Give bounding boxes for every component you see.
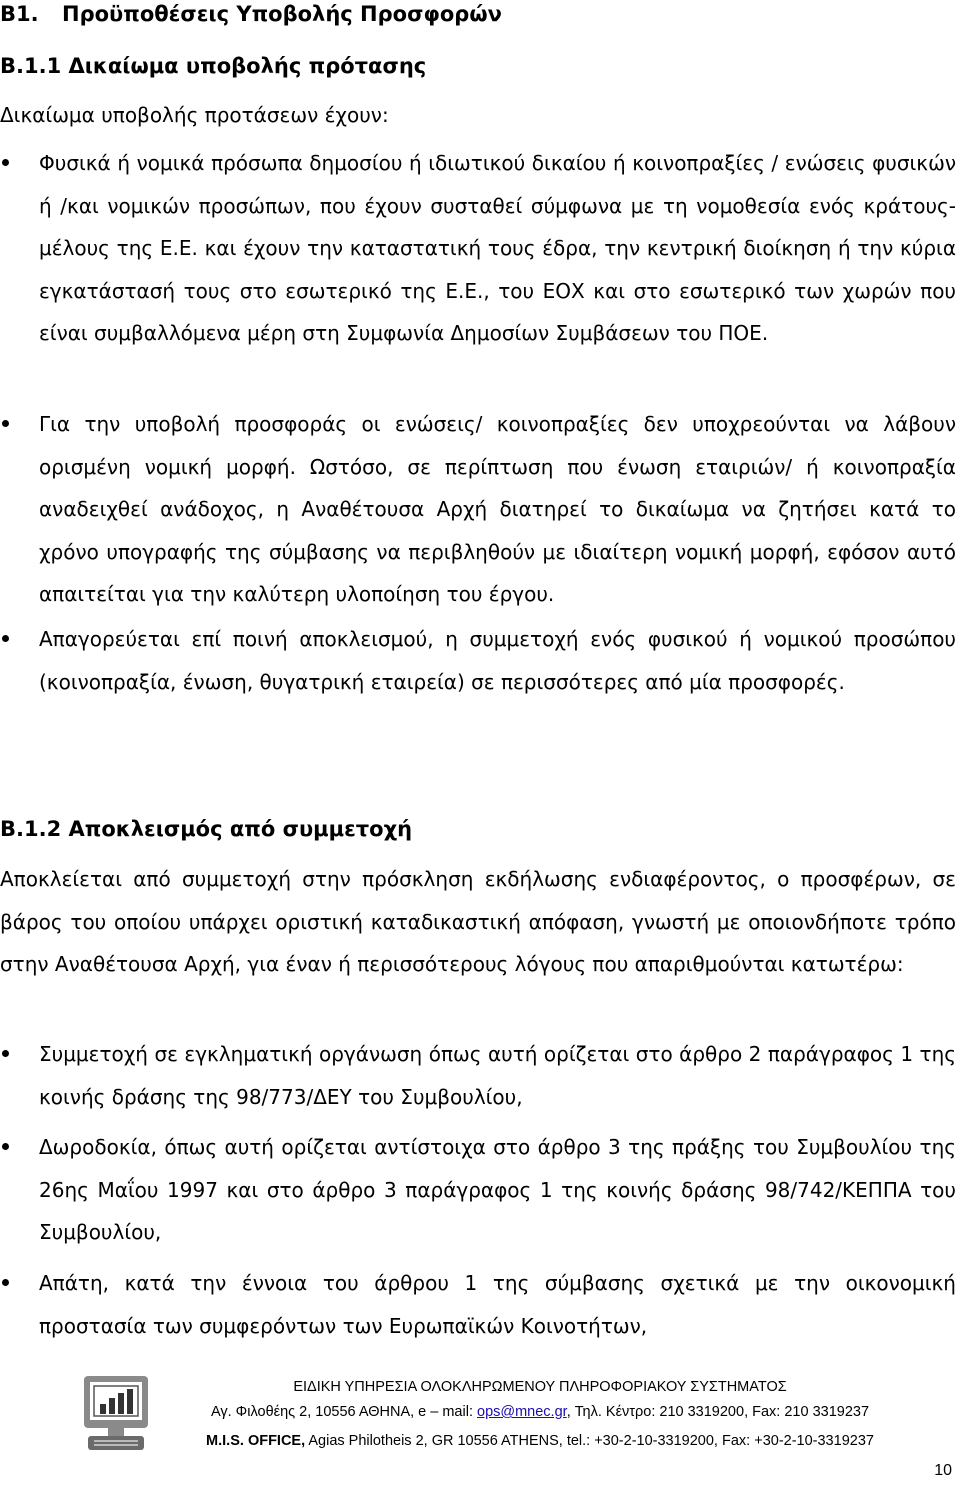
footer-office-name: M.I.S. OFFICE, (206, 1433, 306, 1449)
page-footer (0, 1370, 960, 1460)
section-title: Προϋποθέσεις Υποβολής Προσφορών (62, 2, 502, 26)
footer-office-details: Agias Philotheis 2, GR 10556 ATHENS, tel.: +30-2-10-3319200, Fax: +30-2-10-3319237 (305, 1433, 874, 1449)
paragraph-intro-2: Αποκλείεται από συμμετοχή στην πρόσκληση εκδήλωσης ενδιαφέροντος, ο προσφέρων, σε βάρος του οποίου υπάρχει οριστική καταδικαστική απόφαση, γνωστή με οποιονδήποτε τρόπο στην Αναθέτουσα Αρχή, για έναν ή περισσότερους λόγους που απαριθμούνται κατωτέρω: (0, 867, 956, 976)
list-item-text: Για την υποβολή προσφοράς οι ενώσεις/ κοινοπραξίες δεν υποχρεούνται να λάβουν ορισμένη νομική μορφή. Ωστόσο, σε περίπτωση που ένωση εταιριών/ ή κοινοπραξία αναδειχθεί ανάδοχος, η Αναθέτουσα Αρχή διατηρεί το δικαίωμα να ζητήσει κατά το χρόνο υπογραφής της σύμβασης να περιβληθούν με ιδιαίτερη νομική μορφή, εφόσον αυτό απαιτείται για την καλύτερη υλοποίηση του έργου. (39, 412, 956, 606)
list-item-text: Συμμετοχή σε εγκληματική οργάνωση όπως αυτή ορίζεται στο άρθρο 2 παράγραφος 1 της κοινής δράσης της 98/773/ΔΕΥ του Συμβουλίου, (39, 1042, 956, 1109)
page-number: 10 (934, 1462, 952, 1479)
subsection-number: B.1.2 (0, 817, 62, 841)
paragraph-intro-1: Δικαίωμα υποβολής προτάσεων έχουν: (0, 103, 389, 127)
bullet-icon (2, 1050, 9, 1057)
footer-address-prefix: Αγ. Φιλοθέης 2, 10556 ΑΘΗΝΑ, e – mail: (210, 1404, 477, 1420)
bullet-icon (2, 420, 9, 427)
footer-phone-fax: , Τηλ. Κέντρο: 210 3319200, Fax: 210 3319237 (566, 1404, 870, 1420)
subsection-heading-2 (0, 815, 412, 843)
bullet-icon (2, 1143, 9, 1150)
bullet-icon (2, 635, 9, 642)
bullet-icon (2, 1279, 9, 1286)
section-number: B1. (0, 2, 39, 26)
subsection-number: B.1.1 (0, 54, 62, 78)
section-heading (0, 0, 502, 28)
mis-office-computer-logo-icon (80, 1374, 152, 1452)
footer-address-greek (160, 1403, 920, 1421)
list-item-text: Απάτη, κατά την έννοια του άρθρου 1 της σύμβασης σχετικά με την οικονομική προστασία των συμφερόντων των Ευρωπαϊκών Κοινοτήτων, (39, 1271, 956, 1338)
email-link[interactable]: ops@mnec.gr (477, 1404, 567, 1420)
footer-address-english (160, 1432, 920, 1450)
list-item-text: Απαγορεύεται επί ποινή αποκλεισμού, η συμμετοχή ενός φυσικού ή νομικού προσώπου (κοινοπραξία, ένωση, θυγατρική εταιρεία) σε περισσότερες από μία προσφορές. (39, 627, 956, 694)
subsection-title: Αποκλεισμός από συμμετοχή (68, 817, 413, 841)
list-item-text: Δωροδοκία, όπως αυτή ορίζεται αντίστοιχα στο άρθρο 3 της πράξης του Συμβουλίου της 26ης Μαΐου 1997 και στο άρθρο 3 παράγραφος 1 της κοινής δράσης 98/742/ΚΕΠΠΑ του Συμβουλίου, (39, 1135, 956, 1244)
subsection-title: Δικαίωμα υποβολής πρότασης (68, 54, 427, 78)
subsection-heading-1 (0, 52, 426, 80)
bullet-icon (2, 159, 9, 166)
footer-org-name: ΕΙΔΙΚΗ ΥΠΗΡΕΣΙΑ ΟΛΟΚΛΗΡΩΜΕΝΟΥ ΠΛΗΡΟΦΟΡΙΑΚΟΥ ΣΥΣΤΗΜΑΤΟΣ (293, 1379, 787, 1395)
list-item-text: Φυσικά ή νομικά πρόσωπα δημοσίου ή ιδιωτικού δικαίου ή κοινοπραξίες / ενώσεις φυσικών ή /και νομικών προσώπων, που έχουν συσταθεί σύμφωνα με τη νομοθεσία ενός κράτους-μέλους της Ε.Ε. και έχουν την καταστατική τους έδρα, την κεντρική διοίκηση ή την κύρια εγκατάστασή τους στο εσωτερικό της Ε.Ε., του ΕΟΧ και στο εσωτερικό των χωρών που είναι συμβαλλόμενα μέρη στη Συμφωνία Δημοσίων Συμβάσεων του ΠΟΕ. (39, 151, 956, 345)
